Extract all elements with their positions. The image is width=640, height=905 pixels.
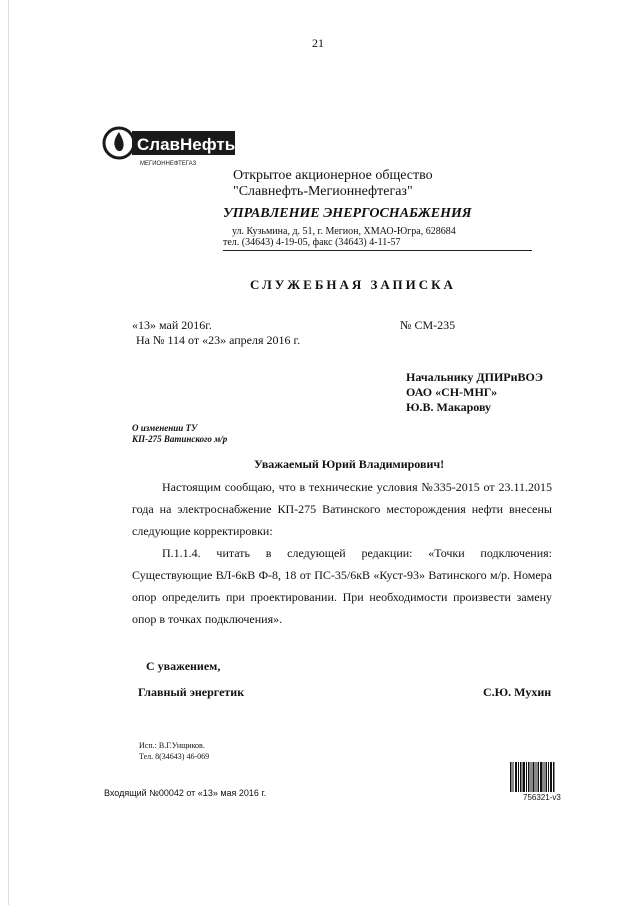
company-logo bbox=[102, 123, 237, 168]
svg-text:МЕГИОННЕФТЕГАЗ: МЕГИОННЕФТЕГАЗ bbox=[140, 161, 197, 167]
reference-line: На № 114 от «23» апреля 2016 г. bbox=[136, 333, 301, 347]
svg-text:СлавНефть: СлавНефть bbox=[137, 135, 236, 154]
document-title: СЛУЖЕБНАЯ ЗАПИСКА bbox=[250, 277, 456, 292]
barcode-number: 756321-v3 bbox=[523, 793, 561, 802]
org-name-line1: Открытое акционерное общество bbox=[233, 168, 433, 183]
document-date: «13» май 2016г. bbox=[132, 318, 212, 332]
phone-fax-line: тел. (34643) 4-19-05, факс (34643) 4-11-57 bbox=[223, 237, 401, 248]
letterhead-divider bbox=[223, 250, 532, 251]
subject-line2: КП-275 Ватинского м/р bbox=[132, 434, 228, 444]
department-title: УПРАВЛЕНИЕ ЭНЕРГОСНАБЖЕНИЯ bbox=[223, 206, 472, 221]
org-name-line2: "Славнефть-Мегионнефтегаз" bbox=[233, 184, 413, 199]
salutation: Уважаемый Юрий Владимирович! bbox=[254, 457, 445, 471]
signer-name: С.Ю. Мухин bbox=[483, 685, 552, 699]
barcode bbox=[510, 762, 555, 792]
page-number: 21 bbox=[312, 36, 324, 50]
recipient-name: Ю.В. Макарову bbox=[406, 400, 492, 414]
body-paragraph-1: Настоящим сообщаю, что в технические условия №335-2015 от 23.11.2015 года на электроснабжение КП-275 Ватинского месторождения нефти внесены следующие корректировки: bbox=[132, 480, 552, 538]
scan-edge-mark bbox=[8, 0, 9, 905]
subject-line1: О изменении ТУ bbox=[132, 423, 198, 433]
document-number: № СМ-235 bbox=[400, 318, 456, 332]
body-paragraph-2: П.1.1.4. читать в следующей редакции: «Точки подключения: Существующие ВЛ-6кВ Ф-8, 18 от ПС-35/6кВ «Куст-93» Ватинского м/р. Номера опор определить при проектировании. При необходимости произвести замену опор в точках подключения». bbox=[132, 546, 552, 626]
executor-phone: Тел. 8(34643) 46-069 bbox=[139, 752, 210, 761]
signer-position: Главный энергетик bbox=[138, 685, 245, 699]
address-line: ул. Кузьмина, д. 51, г. Мегион, ХМАО-Югра, 628684 bbox=[232, 226, 456, 237]
recipient-company: ОАО «СН-МНГ» bbox=[406, 385, 498, 399]
sign-off: С уважением, bbox=[146, 659, 221, 673]
incoming-stamp: Входящий №00042 от «13» мая 2016 г. bbox=[104, 788, 267, 798]
recipient-position: Начальнику ДПИРиВОЭ bbox=[406, 370, 544, 384]
executor-name: Исп.: В.Г.Унщиков. bbox=[139, 741, 205, 750]
